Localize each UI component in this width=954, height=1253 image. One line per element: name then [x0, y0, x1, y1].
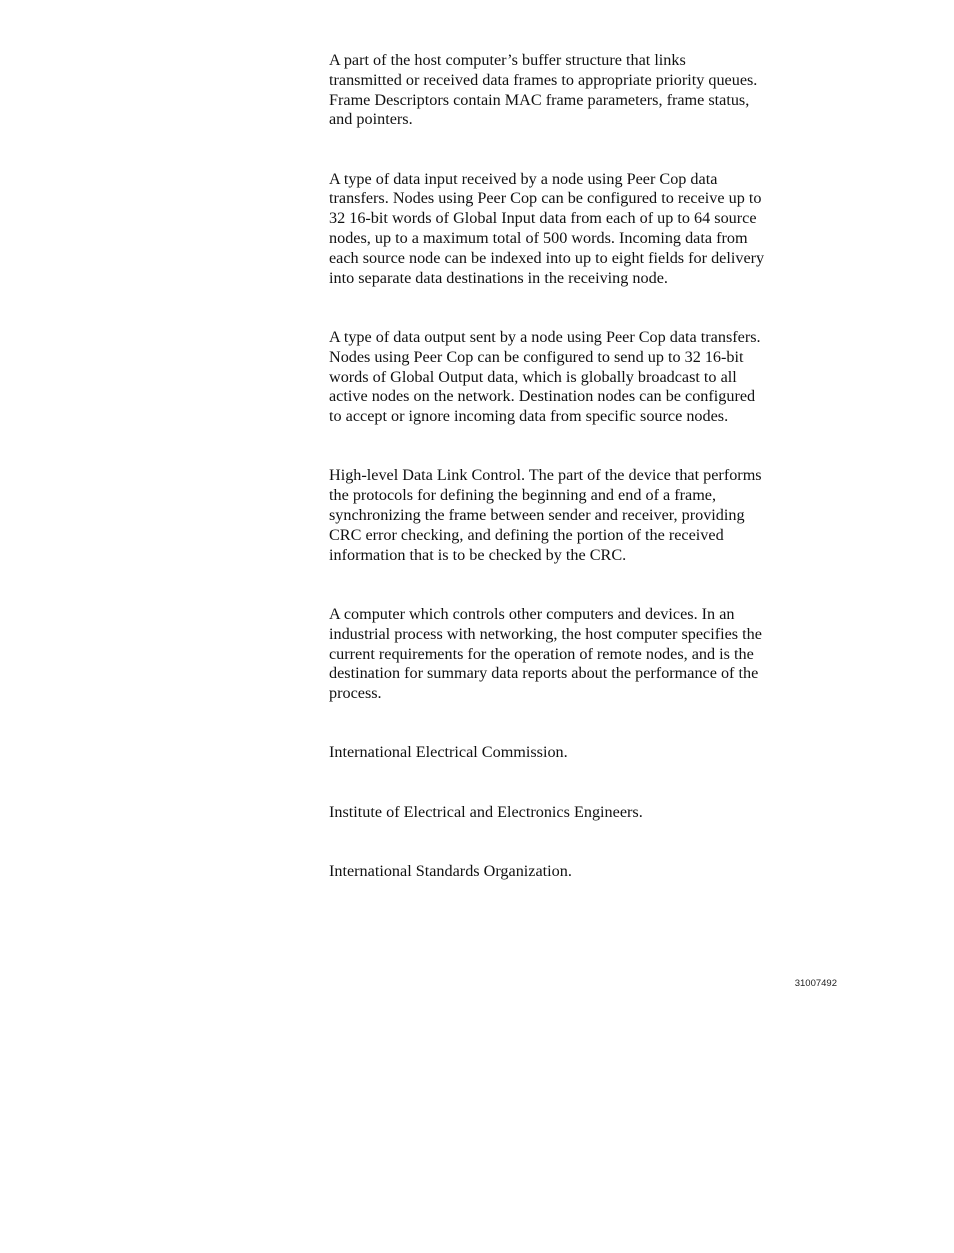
definition-frame-descriptor: A part of the host computer’s buffer structure that links transmitted or received data frames to appropriate priority queues. Frame Descriptors contain MAC frame parameters, frame status, and pointers. [329, 51, 758, 129]
glossary-definitions [329, 51, 849, 882]
definition-global-output: A type of data output sent by a node using Peer Cop data transfers. Nodes using Peer Cop can be configured to send up to 32 16-bit words of Global Output data, which is globally broadcast to all active nodes on the network. Destination nodes can be configured to accept or ignore incoming data from specific source nodes. [329, 327, 761, 426]
document-number: 31007492 [794, 978, 837, 989]
definition-global-input: A type of data input received by a node using Peer Cop data transfers. Nodes using Peer Cop can be configured to receive up to 32 16-bit words of Global Input data from each of up to 64 source nodes, up to a maximum total of 500 words. Incoming data from each source node can be indexed into up to eight fields for delivery into separate data destinations in the receiving node. [329, 169, 765, 287]
spacer [329, 288, 849, 328]
definition-iec: International Electrical Commission. [329, 743, 568, 762]
spacer [329, 427, 849, 467]
spacer [329, 823, 849, 863]
spacer [329, 565, 849, 605]
spacer [329, 130, 849, 170]
spacer [329, 763, 849, 803]
definition-ieee: Institute of Electrical and Electronics Engineers. [329, 802, 643, 821]
definition-iso: International Standards Organization. [329, 862, 572, 881]
definition-host-computer: A computer which controls other computers and devices. In an industrial process with networking, the host computer specifies the current requirements for the operation of remote nodes, and is the destination for summary data reports about the performance of the process. [329, 604, 762, 703]
definition-hdlc: High-level Data Link Control. The part of the device that performs the protocols for defining the beginning and end of a frame, synchronizing the frame between sender and receiver, providing CRC error checking, and defining the portion of the received information that is to be checked by the CRC. [329, 466, 762, 564]
spacer [329, 704, 849, 744]
